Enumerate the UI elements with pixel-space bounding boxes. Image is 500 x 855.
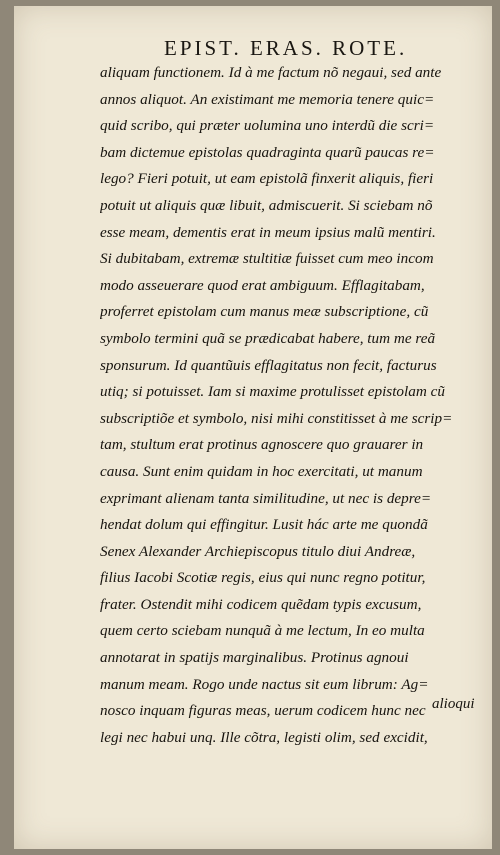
text-line: tam, stultum erat protinus agnoscere quo grauarer in [100,436,424,454]
text-line: modo asseuerare quod erat ambiguum. Efflagitabam, [100,276,425,294]
text-line: esse meam, dementis erat in meum ipsius malũ mentiri. [100,223,436,241]
running-head: EPIST. ERAS. ROTE. [164,36,408,60]
text-line: filius Iacobi Scotiæ regis, eius qui nunc regno potitur, [100,569,426,587]
text-line: legi nec habui unq. Ille cõtra, legisti olim, sed excidit, [100,728,428,746]
text-line: quid scribo, qui præter uolumina uno interdũ die scri= [100,117,435,135]
text-line: Senex Alexander Archiepiscopus titulo diui Andreæ, [100,542,416,560]
text-line: hendat dolum qui effingitur. Lusit hác arte me quondã [100,516,428,534]
text-line: exprimant alienam tanta similitudine, ut nec is depre= [100,489,432,507]
text-line: symbolo termini quã se prædicabat habere, tum me reã [100,329,436,347]
text-line: proferret epistolam cum manus meæ subscriptione, cũ [100,303,429,321]
text-line: aliquam functionem. Id à me factum nõ negaui, sed ante [100,64,442,81]
text-line: frater. Ostendit mihi codicem quẽdam typis excusum, [100,595,422,613]
text-line: utiq; si potuisset. Iam si maxime protulisset epistolam cũ [100,383,445,401]
text-line: Si dubitabam, extremæ stultitiæ fuisset cum meo incom [100,250,434,268]
text-line: potuit ut aliquis quæ libuit, admiscuerit. Si sciebam nõ [100,196,433,214]
text-line: bam dictemue epistolas quadraginta quarũ paucas re= [100,143,435,161]
text-line: nosco inquam figuras meas, uerum codicem hunc nec [100,702,426,720]
catchword: alioqui [432,696,475,712]
text-line: manum meam. Rogo unde nactus sit eum librum: Ag= [100,675,429,693]
text-line: annotarat in spatijs marginalibus. Protinus agnoui [100,649,409,667]
text-line: quem certo sciebam nunquã à me lectum, In eo multa [100,622,425,640]
text-line: sponsurum. Id quantũuis efflagitatus non fecit, facturus [100,356,437,374]
text-line: subscriptiõe et symbolo, nisi mihi constitisset à me scrip= [100,409,453,427]
text-line: causa. Sunt enim quidam in hoc exercitati, ut manum [100,462,423,480]
text-line: lego? Fieri potuit, ut eam epistolã finxerit aliquis, fieri [100,170,434,188]
book-page [14,6,492,849]
body-text [100,60,478,751]
text-line: annos aliquot. An existimant me memoria tenere quic= [100,90,435,108]
